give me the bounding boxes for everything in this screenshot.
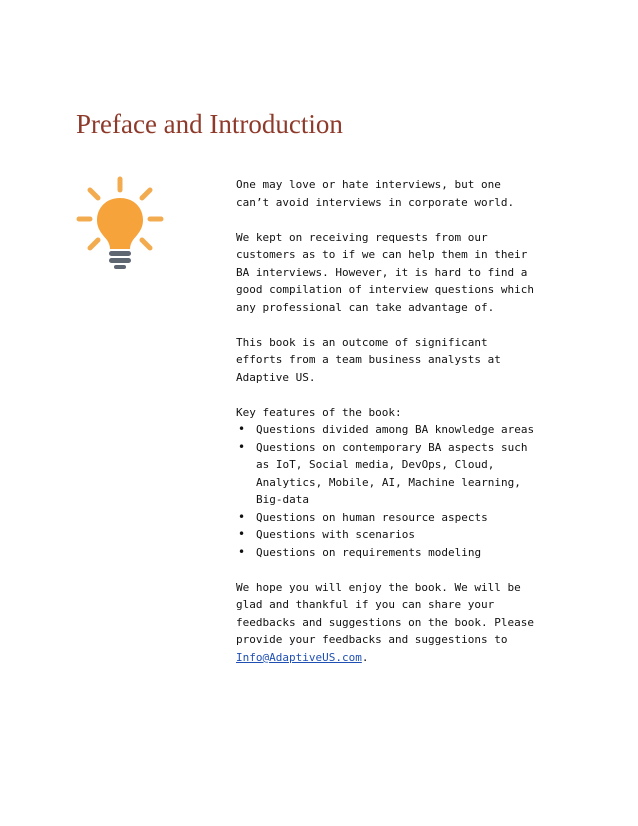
features-intro: Key features of the book: (236, 405, 402, 419)
paragraph-closing (236, 579, 536, 667)
closing-period: . (361, 650, 369, 664)
features-list (236, 421, 536, 561)
paragraph-outcome: This book is an outcome of significant efforts from a team business analysts at Adaptive US. (236, 335, 501, 384)
list-item: • Questions on requirements modeling (236, 544, 536, 562)
closing-text: We hope you will enjoy the book. We will be glad and thankful if you can share your feedbacks and suggestions on the book. Please provide your feedbacks and suggestions to (236, 580, 535, 646)
page-title: Preface and Introduction (76, 109, 343, 139)
paragraph-intro: One may love or hate interviews, but one can’t avoid interviews in corporate world. (236, 178, 515, 209)
list-item: • Questions with scenarios (236, 526, 536, 544)
list-item: • Questions divided among BA knowledge areas (236, 421, 536, 439)
email-link[interactable]: Info@AdaptiveUS.com (236, 650, 362, 664)
paragraph-requests: We kept on receiving requests from our customers as to if we can help them in their BA interviews. However, it is hard to find a good compilation of interview questions which any professional can take advantage of. (236, 230, 535, 314)
list-item: • Questions on human resource aspects (236, 509, 536, 527)
list-item: • Questions on contemporary BA aspects such as IoT, Social media, DevOps, Cloud, Analytics, Mobile, AI, Machine learning, Big-data (236, 439, 536, 509)
lightbulb-icon (76, 176, 164, 270)
preface-body (236, 176, 536, 684)
